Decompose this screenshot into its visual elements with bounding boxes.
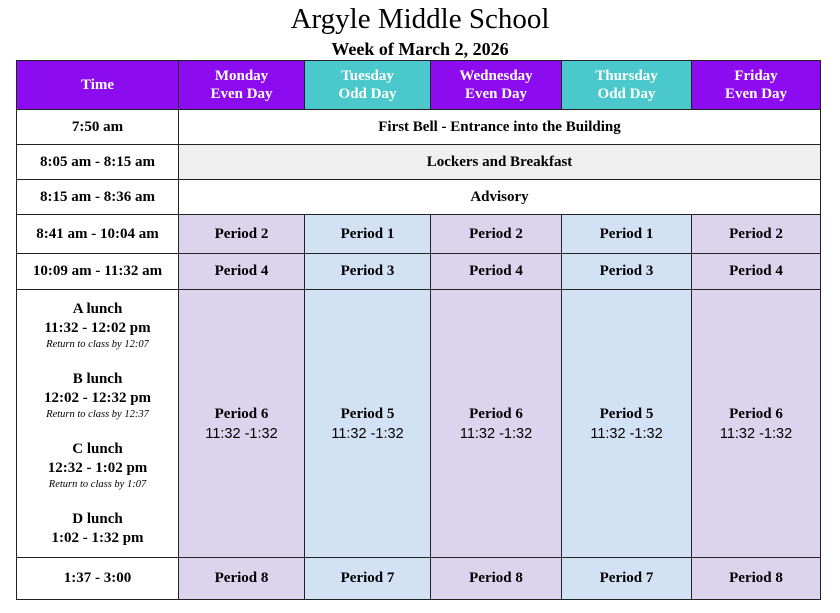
period-time: 11:32 -1:32 [590, 425, 663, 442]
period-cell: Period 3 [305, 254, 431, 290]
lunch-time: 12:02 - 12:32 pm [43, 389, 152, 406]
period-cell: Period 1 [562, 215, 692, 254]
block4-row [17, 558, 821, 600]
time-cell: 1:37 - 3:00 [17, 558, 179, 600]
lunch-times-cell [17, 290, 179, 558]
period-label: Period 6 [469, 405, 523, 422]
period-cell: Period 2 [179, 215, 305, 254]
period-time: 11:32 -1:32 [331, 425, 404, 442]
day-name: Monday [214, 68, 269, 84]
period-time: 11:32 -1:32 [205, 425, 278, 442]
period-cell: Period 8 [179, 558, 305, 600]
day-name: Tuesday [341, 68, 394, 84]
period-label: Period 6 [729, 405, 783, 422]
week-subtitle: Week of March 2, 2026 [331, 39, 509, 59]
day-type: Even Day [724, 86, 788, 102]
lunch-time: 11:32 - 12:02 pm [44, 319, 151, 336]
time-cell: 8:15 am - 8:36 am [17, 180, 179, 215]
bell-schedule-table [16, 60, 821, 600]
period-label: Period 6 [214, 405, 269, 422]
time-cell: 8:05 am - 8:15 am [17, 145, 179, 180]
school-title: Argyle Middle School [290, 3, 550, 35]
block2-row [17, 254, 821, 290]
period-cell: Period 4 [431, 254, 562, 290]
lunch-row [17, 290, 821, 558]
friday-header [692, 61, 821, 110]
period-cell: Period 1 [305, 215, 431, 254]
period-cell: Period 7 [562, 558, 692, 600]
period-cell [562, 290, 692, 558]
tuesday-header [305, 61, 431, 110]
period-cell: Period 2 [692, 215, 821, 254]
day-type: Odd Day [597, 86, 656, 102]
period-cell: Period 2 [431, 215, 562, 254]
time-header: Time [17, 61, 179, 110]
thursday-header [562, 61, 692, 110]
day-name: Wednesday [459, 68, 533, 84]
period-cell: Period 8 [431, 558, 562, 600]
lunch-return-note: Return to class by 1:07 [48, 478, 147, 490]
lunch-name: A lunch [72, 300, 123, 317]
lunch-name: B lunch [72, 370, 123, 387]
advisory-row [17, 180, 821, 215]
first-bell-row [17, 110, 821, 145]
block1-row [17, 215, 821, 254]
period-cell: Period 4 [692, 254, 821, 290]
monday-header [179, 61, 305, 110]
period-cell [692, 290, 821, 558]
period-label: Period 5 [340, 405, 395, 422]
period-cell: Period 8 [692, 558, 821, 600]
period-time: 11:32 -1:32 [719, 425, 793, 442]
period-cell [305, 290, 431, 558]
first-bell-cell: First Bell - Entrance into the Building [179, 110, 821, 145]
day-type: Even Day [464, 86, 528, 102]
time-cell: 10:09 am - 11:32 am [17, 254, 179, 290]
time-cell: 8:41 am - 10:04 am [17, 215, 179, 254]
day-name: Friday [734, 68, 778, 84]
period-label: Period 5 [599, 405, 654, 422]
time-cell: 7:50 am [17, 110, 179, 145]
wednesday-header [431, 61, 562, 110]
lockers-cell: Lockers and Breakfast [179, 145, 821, 180]
period-cell: Period 3 [562, 254, 692, 290]
day-name: Thursday [595, 68, 658, 84]
period-time: 11:32 -1:32 [459, 425, 533, 442]
period-cell [179, 290, 305, 558]
lockers-row [17, 145, 821, 180]
period-cell: Period 7 [305, 558, 431, 600]
header-row [17, 61, 821, 110]
period-cell: Period 4 [179, 254, 305, 290]
lunch-return-note: Return to class by 12:37 [46, 408, 149, 420]
day-type: Even Day [210, 86, 273, 102]
lunch-return-note: Return to class by 12:07 [46, 338, 149, 350]
period-cell [431, 290, 562, 558]
advisory-cell: Advisory [179, 180, 821, 215]
lunch-name: D lunch [72, 510, 123, 527]
lunch-time: 12:32 - 1:02 pm [47, 459, 148, 476]
lunch-time: 1:02 - 1:32 pm [51, 529, 144, 546]
day-type: Odd Day [338, 86, 397, 102]
lunch-name: C lunch [72, 440, 123, 457]
